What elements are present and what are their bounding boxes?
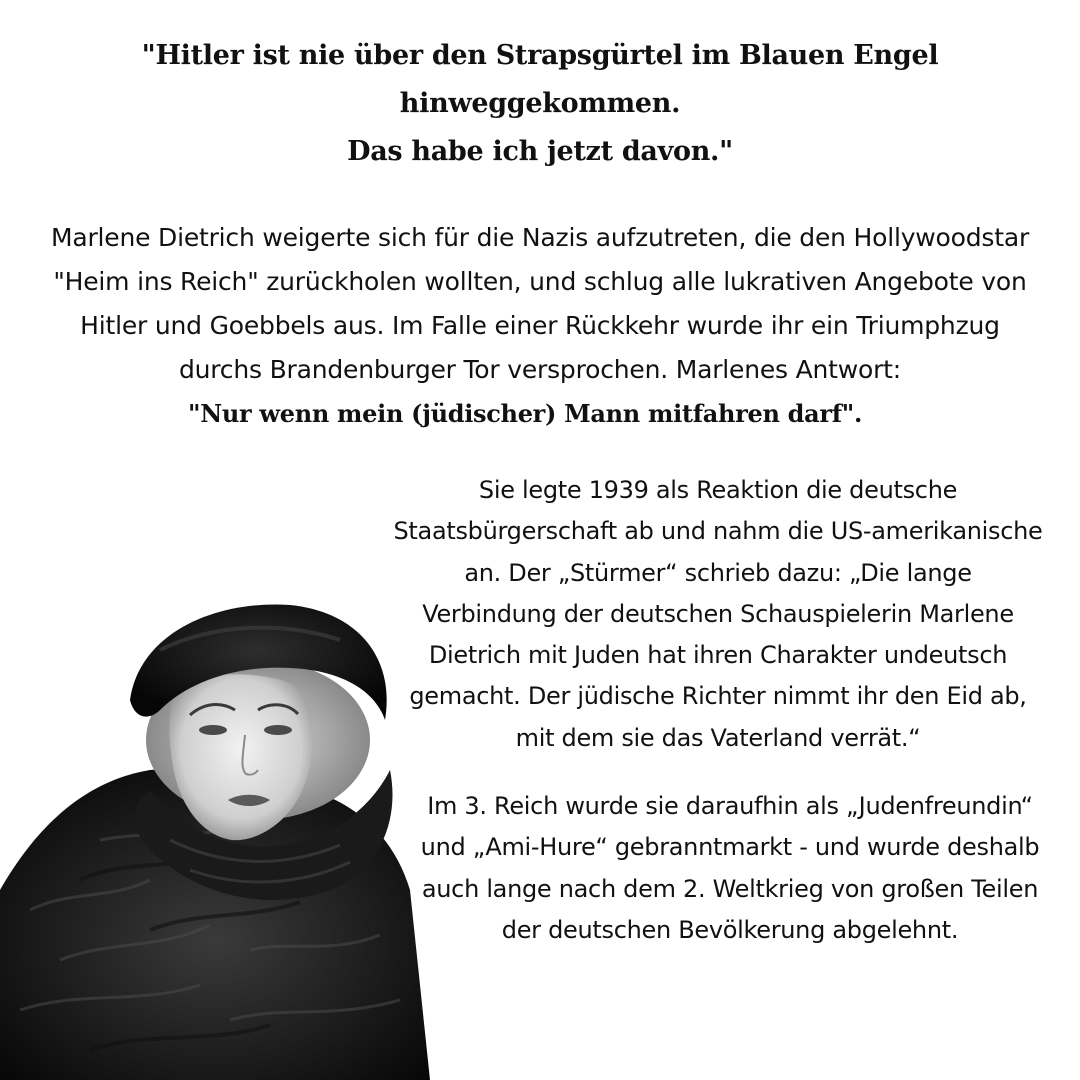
intro-line-3: Hitler und Goebbels aus. Im Falle einer Rückkehr wurde ihr ein Triumphzug xyxy=(80,311,1000,340)
citizenship-line-3: an. Der „Stürmer“ schrieb dazu: „Die lange xyxy=(464,558,972,587)
intro-line-4: durchs Brandenburger Tor versprochen. Marlenes Antwort: xyxy=(178,355,902,384)
portrait-photo xyxy=(0,590,430,1080)
citizenship-line-6: gemacht. Der jüdische Richter nimmt ihr den Eid ab, xyxy=(409,682,1027,711)
reception-line-3: auch lange nach dem 2. Weltkrieg von großen Teilen xyxy=(421,874,1039,903)
headline-line-2: hinweggekommen. xyxy=(399,88,681,119)
reception-paragraph xyxy=(400,786,1060,951)
answer-quote: "Nur wenn mein (jüdischer) Mann mitfahren darf". xyxy=(187,399,863,428)
intro-line-1: Marlene Dietrich weigerte sich für die Nazis aufzutreten, die den Hollywoodstar xyxy=(50,223,1030,252)
citizenship-line-7: mit dem sie das Vaterland verrät.“ xyxy=(515,723,921,752)
reception-line-4: der deutschen Bevölkerung abgelehnt. xyxy=(501,915,959,944)
headline-line-3: Das habe ich jetzt davon." xyxy=(347,136,733,167)
intro-paragraph xyxy=(20,216,1060,392)
headline-quote xyxy=(90,32,990,176)
citizenship-paragraph xyxy=(378,470,1058,759)
citizenship-line-2: Staatsbürgerschaft ab und nahm die US-amerikanische xyxy=(393,517,1043,546)
reception-line-1: Im 3. Reich wurde sie daraufhin als „Judenfreundin“ xyxy=(427,792,1033,820)
citizenship-line-4: Verbindung der deutschen Schauspielerin Marlene xyxy=(422,599,1014,628)
citizenship-line-5: Dietrich mit Juden hat ihren Charakter undeutsch xyxy=(428,641,1008,670)
citizenship-line-1: Sie legte 1939 als Reaktion die deutsche xyxy=(478,476,958,504)
headline-line-1: "Hitler ist nie über den Strapsgürtel im Blauen Engel xyxy=(141,40,939,71)
reception-line-2: und „Ami-Hure“ gebranntmarkt - und wurde deshalb xyxy=(420,833,1040,862)
intro-line-2: "Heim ins Reich" zurückholen wollten, und schlug alle lukrativen Angebote von xyxy=(53,267,1027,296)
